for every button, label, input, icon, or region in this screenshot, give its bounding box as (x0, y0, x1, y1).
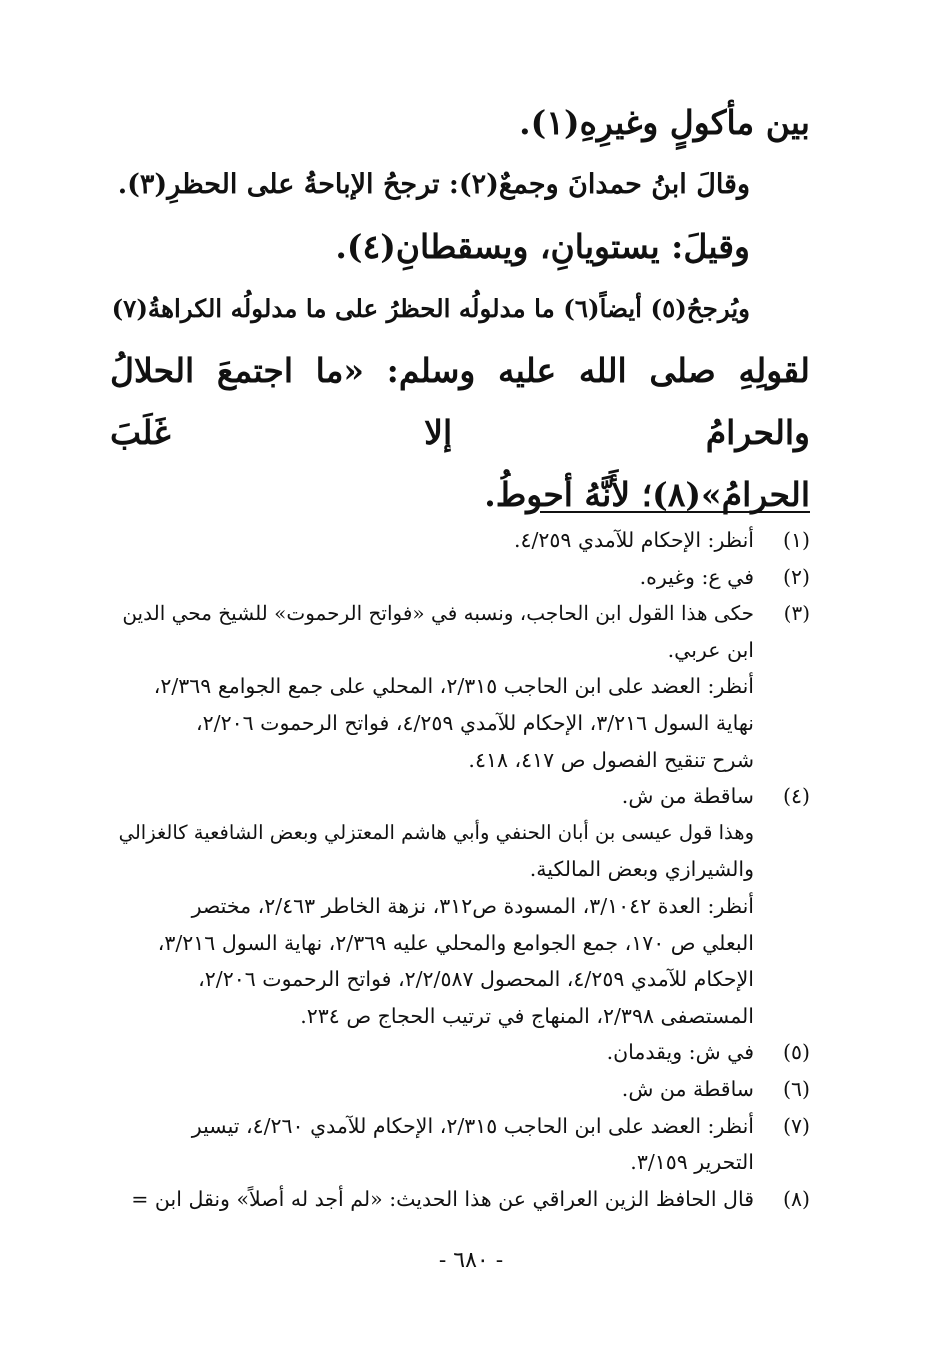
footnote-text: أنظر: الإحكام للآمدي ٤/٢٥٩. (513, 528, 754, 552)
footnote-number: (٤) (782, 784, 810, 809)
footnote-text: حكى هذا القول ابن الحاجب، ونسبه في «فواتح الرحموت» للشيخ محي الدين (122, 601, 754, 626)
footnote-4-line: والشيرازي وبعض المالكية. (529, 857, 754, 882)
main-line-3: وقيلَ: يستويانِ، ويسقطانِ(٤). (335, 227, 750, 266)
main-line-5: لقولِهِ صلى الله عليه وسلم: «ما اجتمعَ الحلالُ والحرامُ إلا غَلَبَ (110, 351, 810, 452)
page-number: - ٦٨٠ - (438, 1248, 504, 1273)
footnote-1 (110, 522, 810, 559)
footnote-3-line: ابن عربي. (667, 637, 754, 662)
footnote-4-line: الإحكام للآمدي ٤/٢٥٩، المحصول ٢/٢/٥٨٧، فواتح الرحموت ٢/٢٠٦، (198, 967, 754, 992)
footnote-4-line: وهذا قول عيسى بن أبان الحنفي وأبي هاشم المعتزلي وبعض الشافعية كالغزالي (118, 820, 754, 844)
main-line-2: وقالَ ابنُ حمدانَ وجمعٌ(٢): ترجحُ الإباحةُ على الحظرِ(٣). (117, 169, 750, 200)
footnote-5 (110, 1034, 810, 1071)
footnote-number: (٢) (782, 564, 810, 589)
footnote-number: (٥) (782, 1040, 810, 1065)
footnote-number: (٦) (782, 1076, 810, 1101)
footnote-4-line: أنظر: العدة ٣/١٠٤٢، المسودة ص٣١٢، نزهة الخاطر ٢/٤٦٣، مختصر (191, 893, 754, 918)
footnote-text: في ع: وغيره. (639, 564, 754, 589)
footnote-3 (110, 595, 810, 632)
footnote-3-line: شرح تنقيح الفصول ص ٤١٧، ٤١٨. (468, 747, 754, 772)
main-line-1: بين مأكولٍ وغيرِهِ(١). (519, 103, 810, 142)
footnote-number: (٨) (782, 1186, 810, 1211)
footnote-text: قال الحافظ الزين العراقي عن هذا الحديث: «لم أجد له أصلاً» ونقل ابن = (131, 1186, 754, 1211)
footnote-3-line: نهاية السول ٣/٢١٦، الإحكام للآمدي ٤/٢٥٩، فواتح الرحموت ٢/٢٠٦، (196, 710, 754, 735)
footnote-text: أنظر: العضد على ابن الحاجب ٢/٣١٥، الإحكام للآمدي ٤/٢٦٠، تيسير (191, 1113, 754, 1138)
main-line-6: الحرامُ»(٨)؛ لأَنَّهُ أحوطُ. (484, 475, 810, 514)
footnote-4-line: المستصفى ٢/٣٩٨، المنهاج في ترتيب الحجاج ص ٢٣٤. (300, 1003, 754, 1028)
main-line-4: ويُرجحُ(٥) أيضاً(٦) ما مدلولُه الحظرُ على ما مدلولُه الكراهةُ(٧) (111, 294, 750, 323)
footnote-6 (110, 1071, 810, 1108)
footnote-number: (٣) (783, 601, 810, 626)
footnote-2 (110, 559, 810, 596)
footnote-7-line: التحرير ٣/١٥٩. (630, 1150, 754, 1175)
main-text (110, 92, 810, 526)
footnote-text: ساقطة من ش. (621, 784, 754, 809)
footnote-8 (110, 1181, 810, 1218)
footnote-4 (110, 778, 810, 815)
footnote-4-line: البعلي ص ١٧٠، جمع الجوامع والمحلي عليه ٢/٣٦٩، نهاية السول ٣/٢١٦، (157, 930, 754, 955)
footnote-text: ساقطة من ش. (621, 1076, 754, 1101)
footnote-number: (٧) (782, 1113, 810, 1138)
footnote-7 (110, 1108, 810, 1145)
footnote-separator (540, 511, 810, 513)
footnote-number: (١) (782, 528, 810, 552)
footnote-text: في ش: ويقدمان. (606, 1040, 754, 1065)
footnote-3-line: أنظر: العضد على ابن الحاجب ٢/٣١٥، المحلي على جمع الجوامع ٢/٣٦٩، (153, 674, 754, 699)
footnotes (110, 522, 810, 1217)
